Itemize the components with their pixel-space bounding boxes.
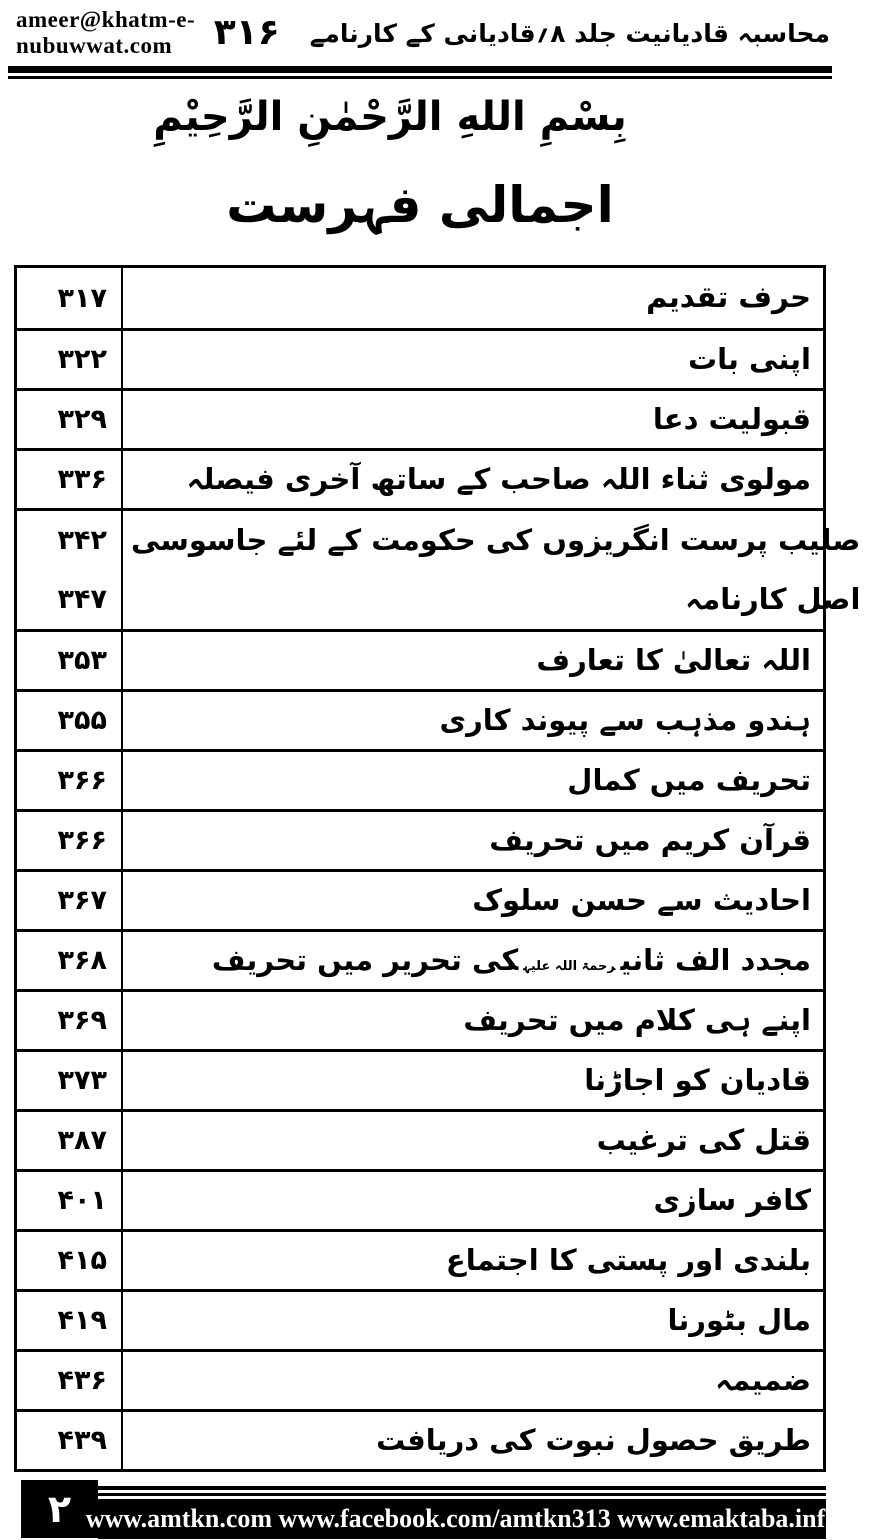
table-row [17,1049,823,1109]
honorific-text: رحمۃ اللہ علیہ [523,958,616,974]
header-divider [8,66,832,79]
chapter-title-cell [123,1052,823,1109]
table-row [17,508,861,629]
chapter-title: اپنے ہی کلام میں تحریف [463,1002,811,1037]
chapter-title-cell [123,451,823,508]
table-row [17,1349,823,1409]
table-row [17,448,823,508]
chapter-title-cell [123,1292,823,1349]
page-number-cell [17,1112,123,1169]
table-row [17,869,823,929]
table-row [17,929,823,989]
chapter-title: صلیب پرست انگریزوں کی حکومت کے لئے جاسوسی [131,522,861,557]
chapter-title: اپنی بات [687,341,811,376]
toc-table [14,265,861,1472]
page-number-cell [17,812,123,869]
page-number-cell [17,331,123,388]
page-number-cell [17,872,123,929]
chapter-title: اصل کارنامہ [685,581,861,616]
chapter-title: مجدد الف ثانیرحمۃ اللہ علیہکی تحریر میں تحریف [211,942,811,977]
chapter-title-cell [123,511,872,629]
chapter-page-number: ۳۸۷ [57,1125,107,1156]
page-header [16,6,830,60]
chapter-page-number: ۳۶۹ [57,1005,107,1036]
chapter-page-number: ۴۱۹ [57,1305,107,1336]
table-row [17,1409,823,1469]
page-title: اجمالی فہرست [226,176,614,234]
chapter-title-cell [123,932,823,989]
page-number-cell [17,391,123,448]
divider-thick-line [8,66,832,73]
chapter-page-number: ۳۵۳ [57,645,107,676]
page-number-cell [17,752,123,809]
chapter-title-cell [123,1232,823,1289]
page-number-cell [17,992,123,1049]
table-row [17,1289,823,1349]
chapter-title: قبولیت دعا [652,401,811,436]
chapter-title-cell [123,1352,823,1409]
chapter-page-number: ۳۴۲ [57,525,107,556]
page-number-cell [17,1052,123,1109]
footer-page-number: ۲ [47,1487,72,1531]
chapter-title: طریق حصول نبوت کی دریافت [376,1422,811,1457]
chapter-title-cell [123,1112,823,1169]
page-number-cell [17,1352,123,1409]
chapter-title-cell [123,1172,823,1229]
chapter-title: احادیث سے حسن سلوک [472,882,811,917]
chapter-page-number: ۳۶۶ [57,765,107,796]
chapter-page-number: ۳۲۲ [57,344,107,375]
table-row [17,809,823,869]
chapter-title: مال بٹورنا [667,1302,811,1337]
footer-rule-line [98,1493,826,1496]
chapter-title-cell [123,391,823,448]
page-number-cell [17,692,123,749]
page-number-cell [17,1412,123,1469]
chapter-page-number: ۳۳۶ [57,464,107,495]
chapter-title-cell [123,1412,823,1469]
bismillah-calligraphy: بِسْمِ اللهِ الرَّحْمٰنِ الرَّحِيْمِ [153,94,627,140]
chapter-title-cell [123,872,823,929]
chapter-title: قتل کی ترغیب [596,1122,811,1157]
table-row [17,1229,823,1289]
header-page-number: ۳۱۶ [213,12,280,53]
chapter-page-number: ۴۰۱ [57,1185,107,1216]
chapter-title: ہندو مذہب سے پیوند کاری [439,702,811,737]
chapter-title-cell [123,692,823,749]
book-title: محاسبہ قادیانیت جلد ۸؍قادیانی کے کارنامے [309,18,830,48]
chapter-title: ضمیمہ [715,1362,811,1397]
chapter-title: اللہ تعالیٰ کا تعارف [536,642,811,677]
table-row [17,689,823,749]
contact-email: ameer@khatm-e-nubuwwat.com [16,7,196,58]
chapter-title: قادیان کو اجاڑنا [584,1062,811,1097]
chapter-page-number: ۳۱۷ [57,282,107,314]
chapter-page-number: ۴۳۶ [57,1365,107,1396]
table-row [17,268,823,328]
chapter-title: قرآن کریم میں تحریف [489,822,811,857]
table-row [17,1169,823,1229]
chapter-page-number: ۴۳۹ [57,1425,107,1456]
table-row [17,629,823,689]
page-number-cell [17,1232,123,1289]
divider-thin-line [8,76,832,79]
chapter-title-cell [123,268,823,328]
chapter-page-number: ۳۶۸ [57,945,107,976]
chapter-title: مولوی ثناء اللہ صاحب کے ساتھ آخری فیصلہ [186,461,811,496]
chapter-title: تحریف میں کمال [567,762,811,797]
footer-bar-group [85,1486,839,1539]
chapter-title: حرف تقدیم [646,280,811,315]
chapter-page-number: ۴۱۵ [57,1245,107,1276]
page-number-cell [17,1292,123,1349]
footer-links-bar [85,1499,839,1539]
chapter-page-number: ۳۵۵ [57,705,107,736]
table-row [17,989,823,1049]
chapter-page-number: ۳۶۶ [57,825,107,856]
chapter-page-number: ۳۲۹ [57,404,107,435]
page-number-cell [17,511,123,629]
page-number-cell [17,632,123,689]
chapter-title-cell [123,331,823,388]
footer-links: www.amtkn.com www.facebook.com/amtkn313 www.emaktaba.info [85,1504,839,1533]
chapter-title: کافر سازی [653,1182,811,1217]
chapter-title-cell [123,812,823,869]
page-footer [0,1478,840,1540]
page-number-cell [17,268,123,328]
table-row [17,749,823,809]
page-number-cell [17,1172,123,1229]
page-number-cell [17,451,123,508]
chapter-title-cell [123,992,823,1049]
chapter-page-number: ۳۶۷ [57,885,107,916]
footer-rule-line [98,1486,826,1490]
page-number-cell [17,932,123,989]
chapter-title-cell [123,632,823,689]
chapter-page-number: ۳۴۷ [57,584,107,615]
chapter-title: بلندی اور پستی کا اجتماع [445,1242,811,1277]
table-row [17,328,823,388]
chapter-page-number: ۳۷۳ [57,1065,107,1096]
chapter-title-cell [123,752,823,809]
table-row [17,1109,823,1169]
table-row [17,388,823,448]
